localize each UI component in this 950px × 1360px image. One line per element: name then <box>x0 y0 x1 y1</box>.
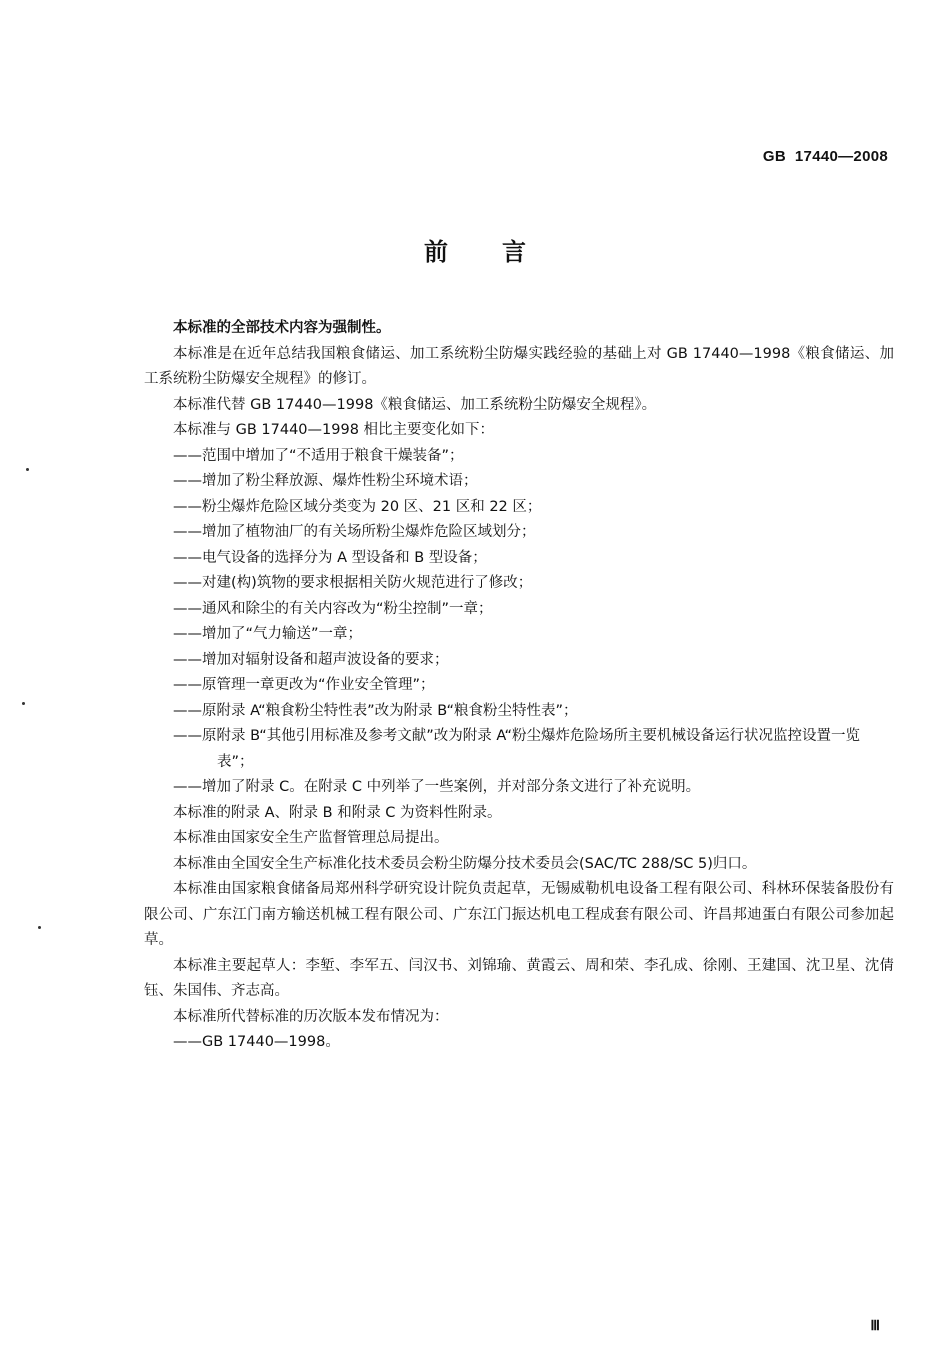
paragraph-changes-intro: 本标准与 GB 17440—1998 相比主要变化如下： <box>173 422 495 438</box>
page-number: Ⅲ <box>870 1319 880 1334</box>
previous-version-item: ——GB 17440—1998。 <box>173 1034 340 1050</box>
scan-speck <box>26 468 29 471</box>
change-item: ——增加了“气力输送”一章； <box>173 626 363 642</box>
paragraph-drafted-by: 本标准由国家粮食储备局郑州科学研究设计院负责起草，无锡威勒机电设备工程有限公司、科林环保装备股份有限公司、广东江门南方输送机械工程有限公司、广东江门振达机电工程成套有限公司、许昌邦迪蛋白有限公司参加起草。 <box>144 881 894 948</box>
paragraph-mandatory: 本标准的全部技术内容为强制性。 <box>173 320 391 336</box>
standard-code: GB 17440—2008 <box>762 148 888 165</box>
paragraph-proposed-by: 本标准由国家安全生产监督管理总局提出。 <box>173 830 449 846</box>
paragraph-revision: 本标准是在近年总结我国粮食储运、加工系统粉尘防爆实践经验的基础上对 GB 17440—1998《粮食储运、加工系统粉尘防爆安全规程》的修订。 <box>144 345 894 387</box>
change-item: ——增加了粉尘释放源、爆炸性粉尘环境术语； <box>173 473 478 489</box>
change-item: ——对建(构)筑物的要求根据相关防火规范进行了修改； <box>173 575 533 591</box>
change-item: ——粉尘爆炸危险区域分类变为 20 区、21 区和 22 区； <box>173 498 542 515</box>
page-title: 前言 <box>424 238 580 266</box>
change-item: ——原管理一章更改为“作业安全管理”； <box>173 677 435 693</box>
change-item: ——增加对辐射设备和超声波设备的要求； <box>173 651 449 668</box>
paragraph-main-drafters: 本标准主要起草人：李堑、李军五、闫汉书、刘锦瑜、黄霞云、周和荣、李孔成、徐刚、王建国、沈卫星、沈倩钰、朱国伟、齐志高。 <box>144 957 894 999</box>
foreword-body <box>144 316 894 1056</box>
paragraph-appendices: 本标准的附录 A、附录 B 和附录 C 为资料性附录。 <box>173 804 502 821</box>
change-item: ——范围中增加了“不适用于粮食干燥装备”； <box>173 447 464 464</box>
paragraph-centralized-by: 本标准由全国安全生产标准化技术委员会粉尘防爆分技术委员会(SAC/TC 288/SC 5)归口。 <box>173 855 757 872</box>
paragraph-replaces: 本标准代替 GB 17440—1998《粮食储运、加工系统粉尘防爆安全规程》。 <box>173 396 657 413</box>
change-item: ——增加了附录 C。在附录 C 中列举了一些案例，并对部分条文进行了补充说明。 <box>173 779 701 795</box>
changes-list <box>144 444 894 801</box>
change-item: ——增加了植物油厂的有关场所粉尘爆炸危险区域划分； <box>173 524 536 540</box>
scan-speck <box>22 702 25 705</box>
change-item: ——通风和除尘的有关内容改为“粉尘控制”一章； <box>173 600 493 617</box>
change-item: ——电气设备的选择分为 A 型设备和 B 型设备； <box>173 549 487 566</box>
paragraph-history-intro: 本标准所代替标准的历次版本发布情况为： <box>173 1008 449 1025</box>
change-item: ——原附录 B“其他引用标准及参考文献”改为附录 A“粉尘爆炸危险场所主要机械设备运行状况监控设置一览表”； <box>173 728 860 770</box>
change-item: ——原附录 A“粮食粉尘特性表”改为附录 B“粮食粉尘特性表”； <box>173 702 578 719</box>
scan-speck <box>38 926 41 929</box>
